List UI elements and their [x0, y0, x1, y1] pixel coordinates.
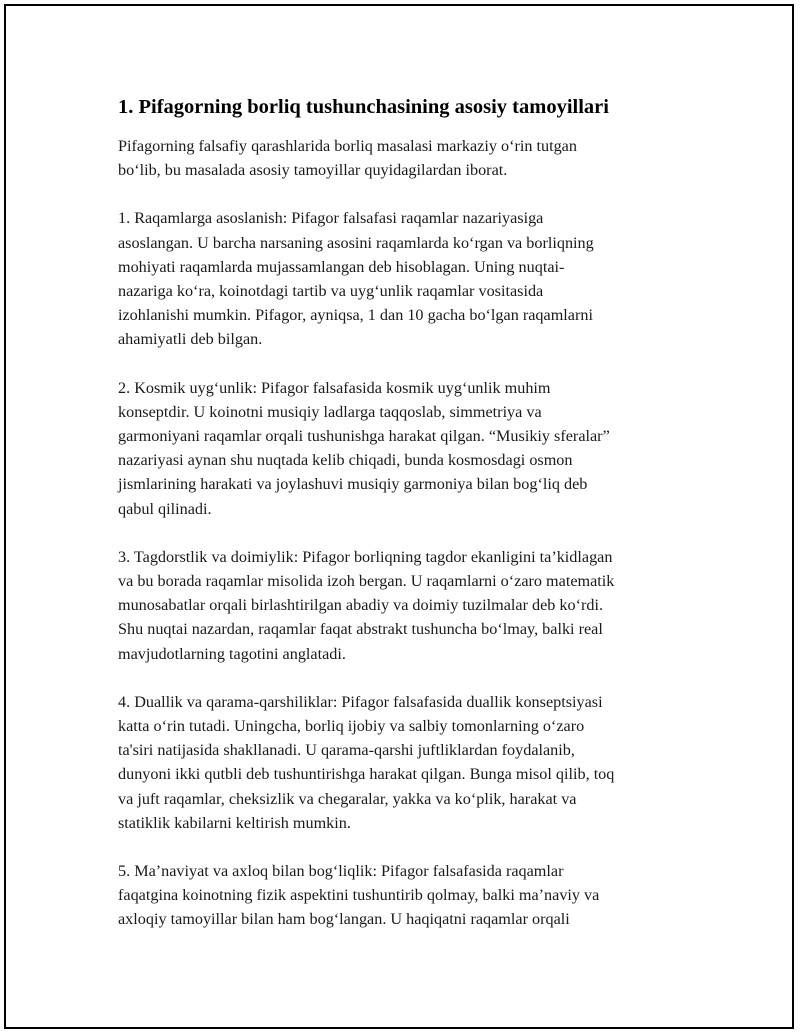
paragraph-principle-5	[118, 859, 678, 932]
paragraph-principle-3	[118, 545, 678, 666]
text-line: 3. Tagdorstlik va doimiylik: Pifagor borliqning tagdor ekanligini ta’kidlagan	[118, 547, 613, 566]
text-line: munosabatlar orqali birlashtirilgan abadiy va doimiy tuzilmalar deb ko‘rdi.	[118, 596, 604, 615]
text-line: nazariyasi aynan shu nuqtada kelib chiqadi, bunda kosmosdagi osmon	[118, 451, 573, 470]
paragraph-principle-2	[118, 376, 678, 521]
text-line: faqatgina koinotning fizik aspektini tushuntirib qolmay, balki ma’naviy va	[118, 886, 600, 905]
text-line: ahamiyatli deb bilgan.	[118, 330, 263, 349]
text-line: 4. Duallik va qarama-qarshiliklar: Pifagor falsafasida duallik konseptsiyasi	[118, 692, 603, 711]
section-heading: 1. Pifagorning borliq tushunchasining asosiy tamoyillari	[118, 96, 609, 118]
document-body	[118, 92, 678, 956]
text-line: 1. Raqamlarga asoslanish: Pifagor falsafasi raqamlar nazariyasiga	[118, 209, 544, 228]
paragraph-principle-1	[118, 206, 678, 351]
text-line: Shu nuqtai nazardan, raqamlar faqat abstrakt tushuncha bo‘lmay, balki real	[118, 620, 603, 639]
paragraph-principle-4	[118, 690, 678, 835]
text-line: mavjudotlarning tagotini anglatadi.	[118, 644, 346, 663]
text-line: mohiyati raqamlarda mujassamlangan deb hisoblagan. Uning nuqtai-	[118, 257, 565, 276]
text-line: statiklik kabilarni keltirish mumkin.	[118, 813, 351, 832]
text-line: bo‘lib, bu masalada asosiy tamoyillar quyidagilardan iborat.	[118, 161, 508, 180]
text-line: konseptdir. U koinotni musiqiy ladlarga taqqoslab, simmetriya va	[118, 402, 542, 421]
text-line: jismlarining harakati va joylashuvi musiqiy garmoniya bilan bog‘liq deb	[118, 475, 588, 494]
text-line: 5. Ma’naviyat va axloq bilan bog‘liqlik: Pifagor falsafasida raqamlar	[118, 862, 564, 881]
text-line: garmoniyani raqamlar orqali tushunishga harakat qilgan. “Musikiy sferalar”	[118, 427, 610, 446]
text-line: asoslangan. U barcha narsaning asosini raqamlarda ko‘rgan va borliqning	[118, 233, 594, 252]
text-line: axloqiy tamoyillar bilan ham bog‘langan. U haqiqatni raqamlar orqali	[118, 910, 570, 929]
text-line: qabul qilinadi.	[118, 499, 212, 518]
text-line: katta o‘rin tutadi. Uningcha, borliq ijobiy va salbiy tomonlarning o‘zaro	[118, 717, 585, 736]
text-line: nazariga ko‘ra, koinotdagi tartib va uyg‘unlik raqamlar vositasida	[118, 282, 544, 301]
text-line: ta'siri natijasida shakllanadi. U qarama-qarshi juftliklardan foydalanib,	[118, 741, 575, 760]
text-line: izohlanishi mumkin. Pifagor, ayniqsa, 1 dan 10 gacha bo‘lgan raqamlarni	[118, 306, 593, 325]
paragraph-intro	[118, 134, 678, 182]
text-line: va juft raqamlar, cheksizlik va chegaralar, yakka va ko‘plik, harakat va	[118, 789, 577, 808]
text-line: 2. Kosmik uyg‘unlik: Pifagor falsafasida kosmik uyg‘unlik muhim	[118, 378, 551, 397]
text-line: dunyoni ikki qutbli deb tushuntirishga harakat qilgan. Bunga misol qilib, toq	[118, 765, 615, 784]
text-line: Pifagorning falsafiy qarashlarida borliq masalasi markaziy o‘rin tutgan	[118, 137, 577, 155]
text-line: va bu borada raqamlar misolida izoh bergan. U raqamlarni o‘zaro matematik	[118, 572, 615, 591]
